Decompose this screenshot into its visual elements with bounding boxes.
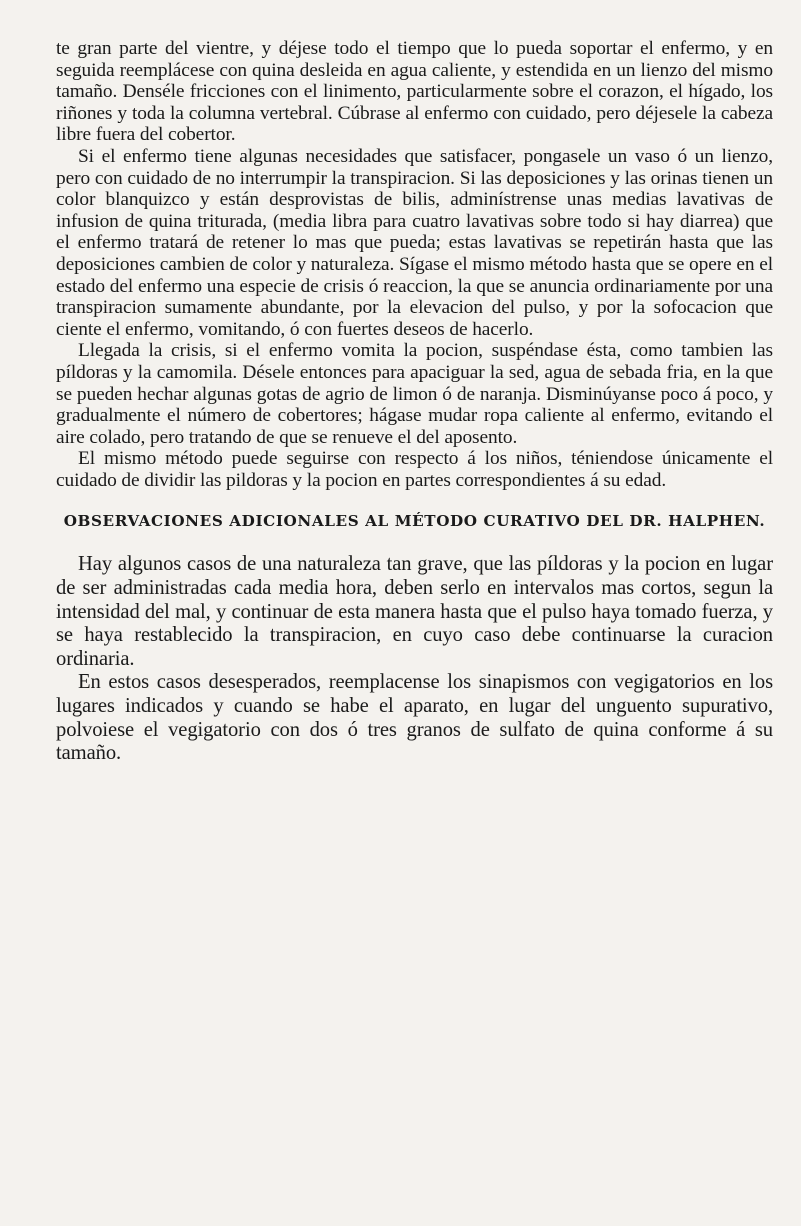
paragraph-5: Hay algunos casos de una naturaleza tan grave, que las píldoras y la pocion en lugar de ser administradas cada media hora, deben serlo en intervalos mas cortos, segun la intensidad del mal, y continuar de esta manera hasta que el pulso haya tomado fuerza, y se haya restablecido la transpiracion, en cuyo caso debe continuarse la curacion ordinaria. (56, 553, 773, 670)
section-heading: OBSERVACIONES ADICIONALES AL MÉTODO CURATIVO DEL DR. HALPHEN. (63, 512, 766, 531)
paragraph-3: Llegada la crisis, si el enfermo vomita la pocion, suspéndase ésta, como tambien las píldoras y la camomila. Désele entonces para apaciguar la sed, agua de sebada fria, en la que se pueden hechar algunas gotas de agrio de limon ó de naranja. Disminúyanse poco á poco, y gradualmente el número de cobertores; hágase mudar ropa caliente al enfermo, evitando el aire colado, pero tratando de que se renueve el del aposento. (56, 340, 773, 448)
paragraph-4: El mismo método puede seguirse con respecto á los niños, téniendose únicamente el cuidado de dividir las pildoras y la pocion en partes correspondientes á su edad. (56, 448, 773, 491)
paragraph-1: te gran parte del vientre, y déjese todo el tiempo que lo pueda soportar el enfermo, y en seguida reemplácese con quina desleida en agua caliente, y estendida en un lienzo del mismo tamaño. Denséle fricciones con el linimento, particularmente sobre el corazon, el hígado, los riñones y toda la columna vertebral. Cúbrase al enfermo con cuidado, pero déjesele la cabeza libre fuera del cobertor. (56, 38, 773, 146)
paragraph-2: Si el enfermo tiene algunas necesidades que satisfacer, pongasele un vaso ó un lienzo, pero con cuidado de no interrumpir la transpiracion. Si las deposiciones y las orinas tienen un color blanquizco y están desprovistas de bilis, adminístrense unas medias lavativas de infusion de quina triturada, (media libra para cuatro lavativas sobre todo si hay diarrea) que el enfermo tratará de retener lo mas que pueda; estas lavativas se repetirán hasta que las deposiciones cambien de color y naturaleza. Sígase el mismo método hasta que se opere en el estado del enfermo una especie de crisis ó reaccion, la que se anuncia ordinariamente por una transpiracion sumamente abundante, por la elevacion del pulso, y por la sofocacion que ciente el enfermo, vomitando, ó con fuertes deseos de hacerlo. (56, 145, 773, 340)
paragraph-6: En estos casos desesperados, reemplacense los sinapismos con vegigatorios en los lugares indicados y cuando se habe el aparato, en lugar del unguento supurativo, polvoiese el vegigatorio con dos ó tres granos de sulfato de quina conforme á su tamaño. (56, 671, 773, 765)
